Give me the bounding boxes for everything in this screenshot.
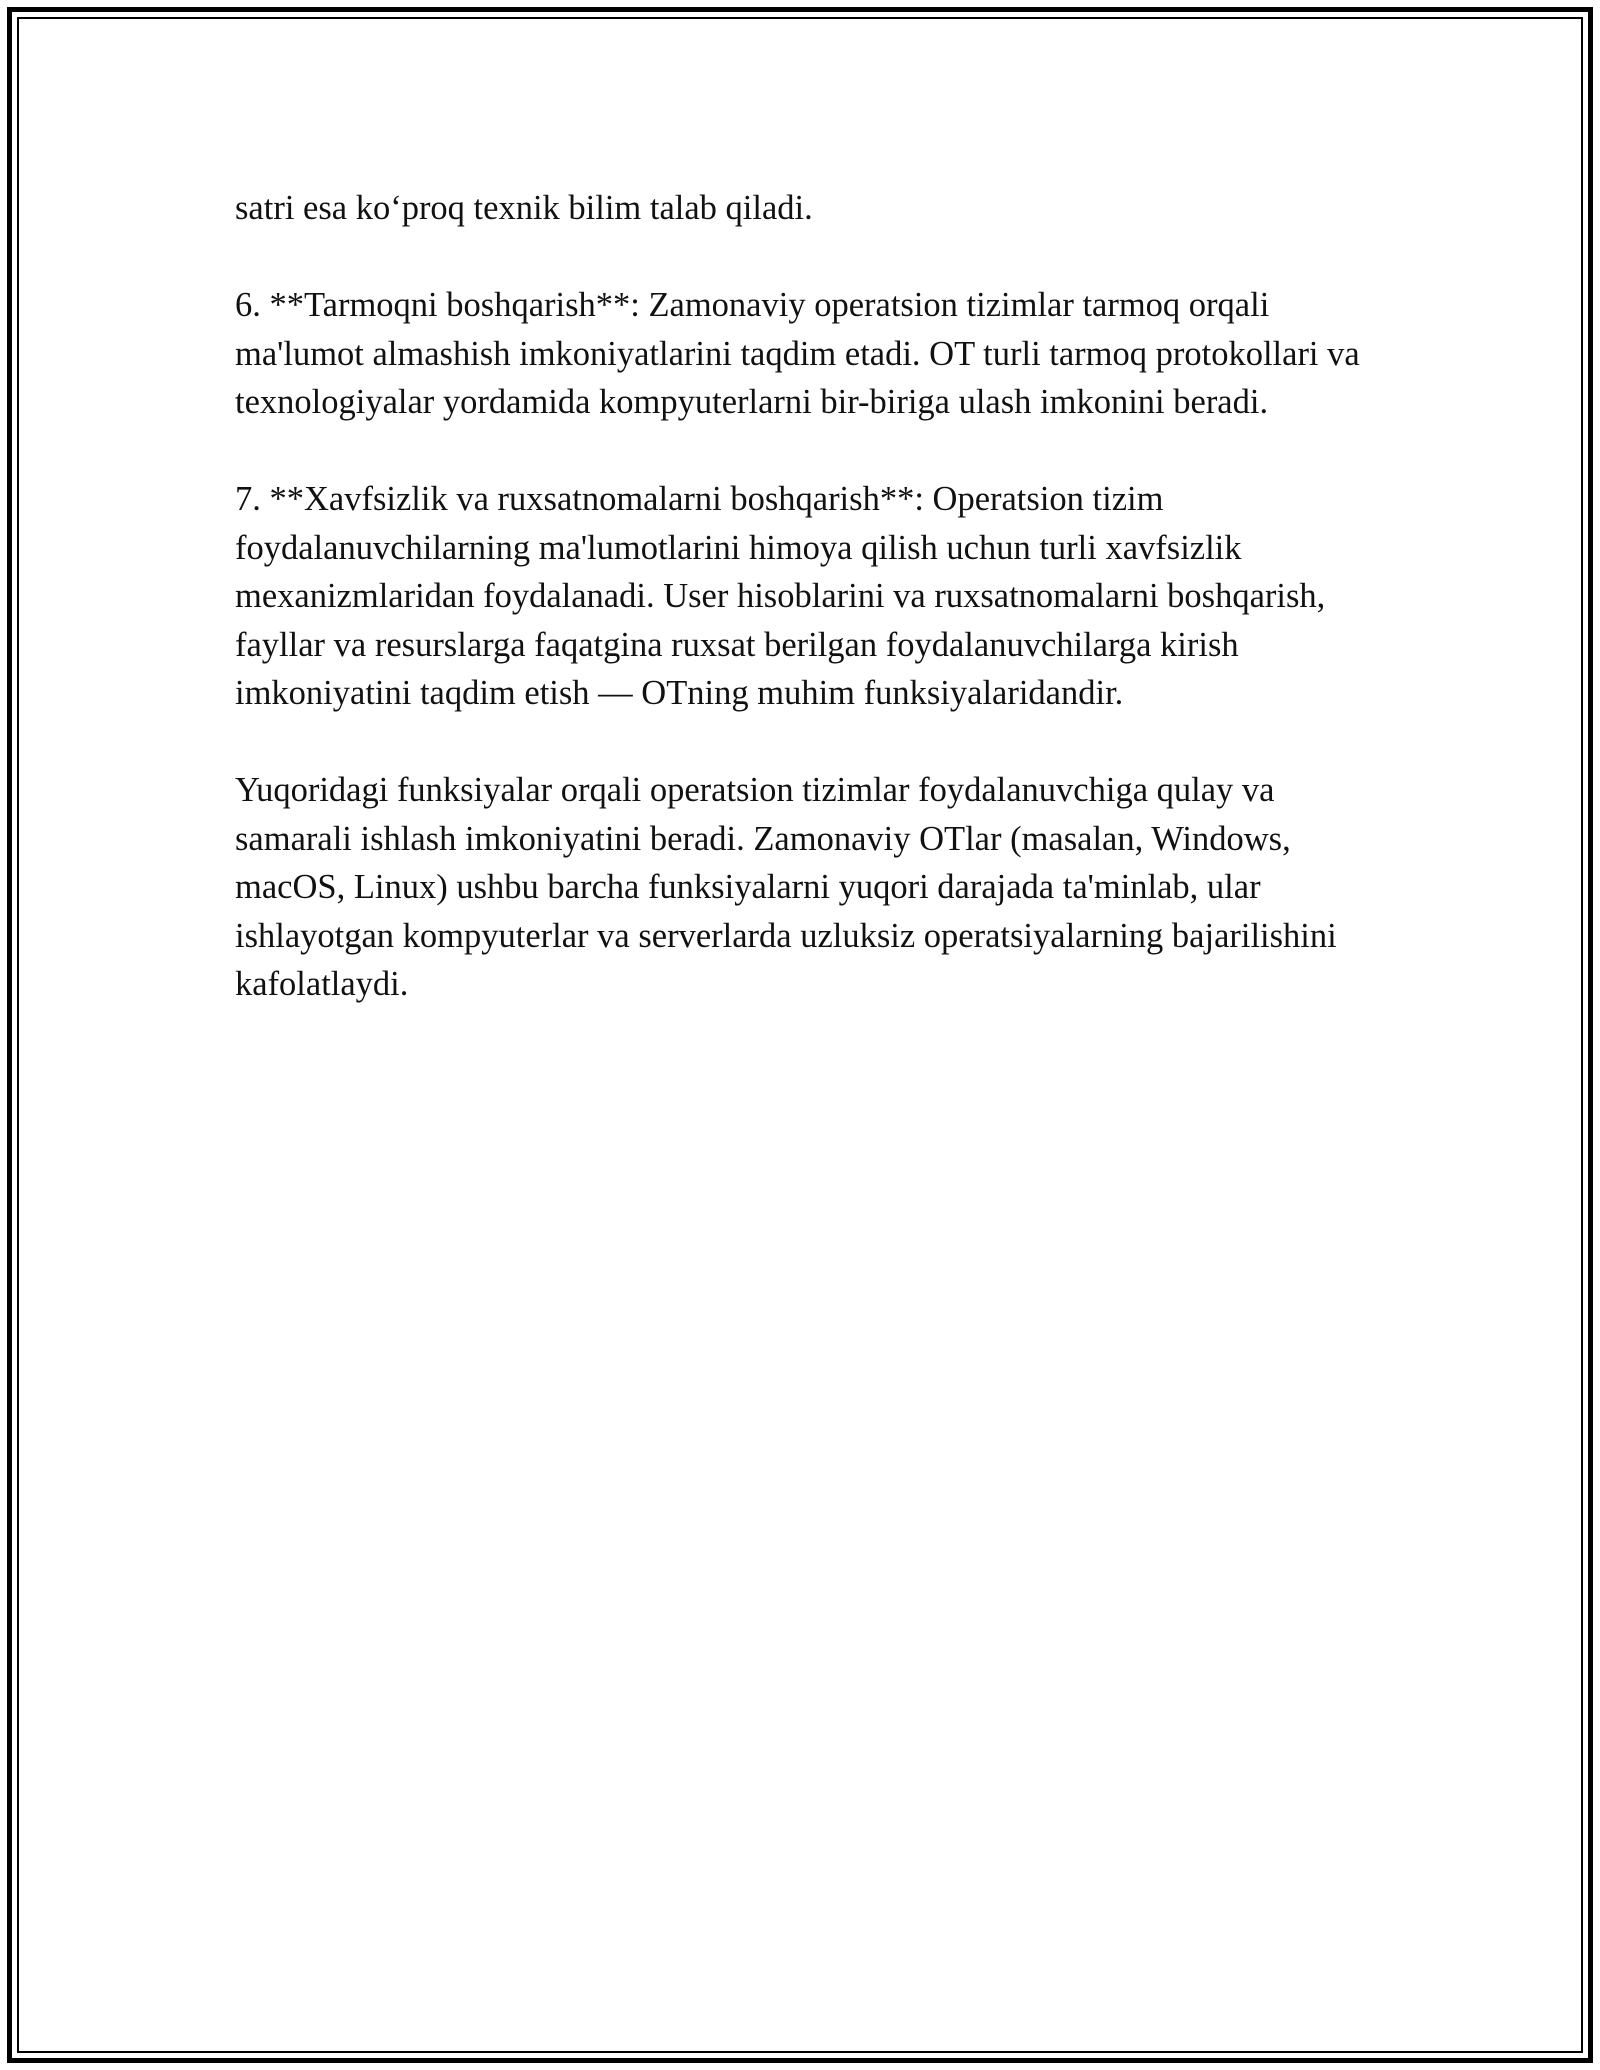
document-body	[235, 184, 1375, 1057]
paragraph-network-management: 6. **Tarmoqni boshqarish**: Zamonaviy operatsion tizimlar tarmoq orqali ma'lumot almashish imkoniyatlarini taqdim etadi. OT turli tarmoq protokollari va texnologiyalar yordamida kompyuterlarni bir-biriga ulash imkonini beradi.	[235, 286, 1360, 421]
paragraph-security-permissions: 7. **Xavfsizlik va ruxsatnomalarni boshqarish**: Operatsion tizim foydalanuvchilarning ma'lumotlarini himoya qilish uchun turli xavfsizlik mexanizmlaridan foydalanadi. User hisoblarini va ruxsatnomalarni boshqarish, fayllar va resurslarga faqatgina ruxsat berilgan foydalanuvchilarga kirish imkoniyatini taqdim etish — OTning muhim funksiyalaridandir.	[235, 480, 1326, 712]
paragraph-continuation: satri esa ko‘proq texnik bilim talab qiladi.	[235, 189, 813, 227]
paragraph-conclusion: Yuqoridagi funksiyalar orqali operatsion tizimlar foydalanuvchiga qulay va samarali ishlash imkoniyatini beradi. Zamonaviy OTlar (masalan, Windows, macOS, Linux) ushbu barcha funksiyalarni yuqori darajada ta'minlab, ular ishlayotgan kompyuterlar va serverlarda uzluksiz operatsiyalarning bajarilishini kafolatlaydi.	[235, 771, 1337, 1003]
